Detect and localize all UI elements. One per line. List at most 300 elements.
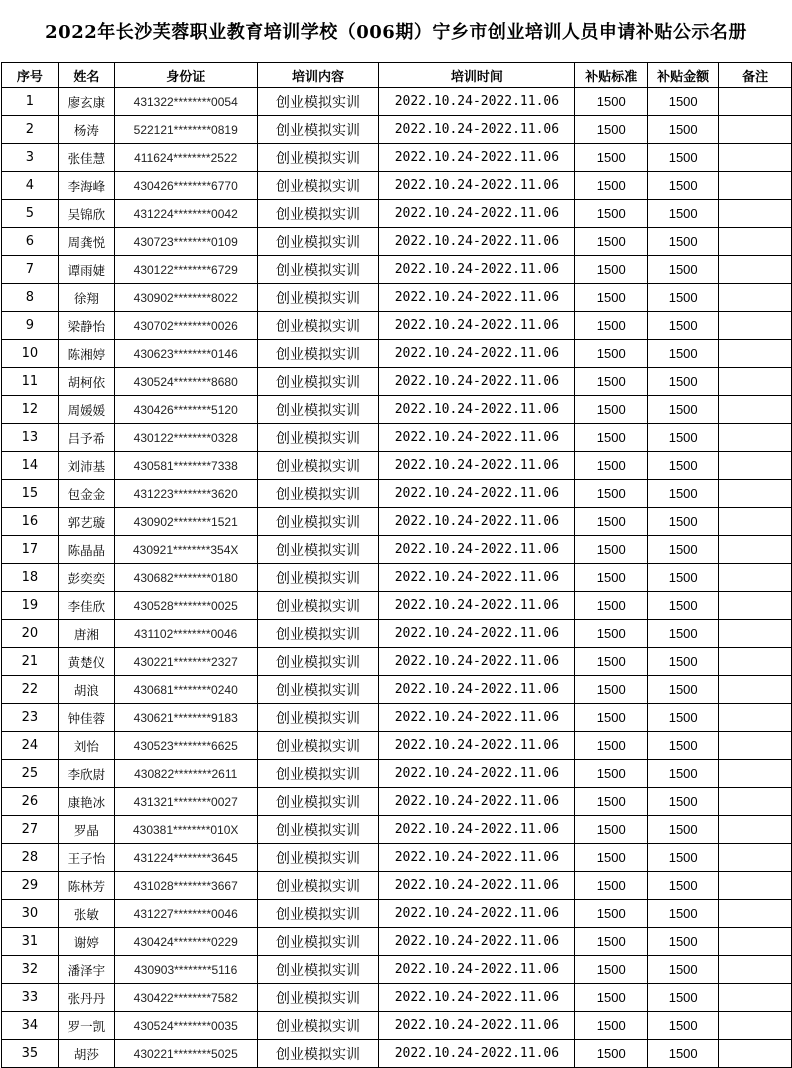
cell-subsidy-standard: 1500: [575, 536, 648, 564]
cell-subsidy-standard: 1500: [575, 956, 648, 984]
cell-subsidy-amount: 1500: [648, 648, 719, 676]
cell-name: 王子怡: [58, 844, 114, 872]
table-row: [2, 788, 792, 816]
cell-training-time: 2022.10.24-2022.11.06: [379, 844, 575, 872]
cell-note: [719, 900, 792, 928]
cell-id-number: 430221********2327: [114, 648, 257, 676]
cell-subsidy-amount: 1500: [648, 676, 719, 704]
cell-training-time: 2022.10.24-2022.11.06: [379, 340, 575, 368]
cell-subsidy-standard: 1500: [575, 88, 648, 116]
cell-name: 胡浪: [58, 676, 114, 704]
cell-training-time: 2022.10.24-2022.11.06: [379, 620, 575, 648]
table-row: [2, 424, 792, 452]
cell-name: 李海峰: [58, 172, 114, 200]
cell-name: 刘怡: [58, 732, 114, 760]
cell-id-number: 430524********8680: [114, 368, 257, 396]
cell-training-time: 2022.10.24-2022.11.06: [379, 508, 575, 536]
cell-course: 创业模拟实训: [257, 452, 379, 480]
header-cell-time: 培训时间: [379, 63, 575, 88]
cell-name: 彭奕奕: [58, 564, 114, 592]
cell-name: 胡柯依: [58, 368, 114, 396]
cell-no: 32: [2, 956, 59, 984]
cell-subsidy-amount: 1500: [648, 424, 719, 452]
cell-note: [719, 956, 792, 984]
cell-course: 创业模拟实训: [257, 228, 379, 256]
cell-name: 吴锦欣: [58, 200, 114, 228]
cell-id-number: 430902********1521: [114, 508, 257, 536]
cell-name: 谢婷: [58, 928, 114, 956]
cell-id-number: 430422********7582: [114, 984, 257, 1012]
cell-id-number: 431102********0046: [114, 620, 257, 648]
cell-name: 潘泽宇: [58, 956, 114, 984]
cell-name: 包金金: [58, 480, 114, 508]
cell-subsidy-standard: 1500: [575, 172, 648, 200]
cell-note: [719, 704, 792, 732]
cell-id-number: 411624********2522: [114, 144, 257, 172]
cell-subsidy-amount: 1500: [648, 732, 719, 760]
cell-training-time: 2022.10.24-2022.11.06: [379, 1040, 575, 1068]
cell-subsidy-standard: 1500: [575, 228, 648, 256]
cell-note: [719, 1040, 792, 1068]
cell-training-time: 2022.10.24-2022.11.06: [379, 144, 575, 172]
cell-course: 创业模拟实训: [257, 480, 379, 508]
table-row: [2, 928, 792, 956]
cell-no: 25: [2, 760, 59, 788]
cell-id-number: 430581********7338: [114, 452, 257, 480]
cell-subsidy-amount: 1500: [648, 200, 719, 228]
cell-subsidy-amount: 1500: [648, 368, 719, 396]
cell-no: 20: [2, 620, 59, 648]
cell-no: 8: [2, 284, 59, 312]
cell-name: 李佳欣: [58, 592, 114, 620]
cell-note: [719, 760, 792, 788]
cell-subsidy-standard: 1500: [575, 788, 648, 816]
cell-subsidy-standard: 1500: [575, 620, 648, 648]
table-row: [2, 228, 792, 256]
table-row: [2, 312, 792, 340]
cell-course: 创业模拟实训: [257, 676, 379, 704]
cell-name: 唐湘: [58, 620, 114, 648]
cell-id-number: 430903********5116: [114, 956, 257, 984]
cell-subsidy-amount: 1500: [648, 116, 719, 144]
cell-no: 31: [2, 928, 59, 956]
cell-id-number: 430822********2611: [114, 760, 257, 788]
cell-course: 创业模拟实训: [257, 256, 379, 284]
cell-note: [719, 172, 792, 200]
cell-no: 28: [2, 844, 59, 872]
cell-note: [719, 984, 792, 1012]
subsidy-table: [1, 62, 792, 1068]
table-row: [2, 592, 792, 620]
cell-id-number: 430424********0229: [114, 928, 257, 956]
cell-id-number: 430623********0146: [114, 340, 257, 368]
table-body: [2, 88, 792, 1068]
cell-subsidy-amount: 1500: [648, 1012, 719, 1040]
cell-no: 21: [2, 648, 59, 676]
cell-subsidy-standard: 1500: [575, 844, 648, 872]
cell-no: 34: [2, 1012, 59, 1040]
cell-training-time: 2022.10.24-2022.11.06: [379, 928, 575, 956]
cell-subsidy-standard: 1500: [575, 704, 648, 732]
cell-note: [719, 620, 792, 648]
cell-subsidy-amount: 1500: [648, 956, 719, 984]
cell-no: 30: [2, 900, 59, 928]
table-row: [2, 144, 792, 172]
table-row: [2, 732, 792, 760]
cell-subsidy-amount: 1500: [648, 452, 719, 480]
cell-subsidy-standard: 1500: [575, 732, 648, 760]
cell-course: 创业模拟实训: [257, 872, 379, 900]
cell-id-number: 430221********5025: [114, 1040, 257, 1068]
cell-name: 罗一凯: [58, 1012, 114, 1040]
cell-course: 创业模拟实训: [257, 760, 379, 788]
cell-name: 周媛媛: [58, 396, 114, 424]
cell-id-number: 431227********0046: [114, 900, 257, 928]
cell-note: [719, 480, 792, 508]
cell-subsidy-standard: 1500: [575, 116, 648, 144]
cell-training-time: 2022.10.24-2022.11.06: [379, 200, 575, 228]
cell-subsidy-standard: 1500: [575, 284, 648, 312]
cell-subsidy-amount: 1500: [648, 536, 719, 564]
table-row: [2, 200, 792, 228]
header-cell-amount: 补贴金额: [648, 63, 719, 88]
cell-subsidy-standard: 1500: [575, 424, 648, 452]
cell-no: 33: [2, 984, 59, 1012]
table-row: [2, 816, 792, 844]
cell-course: 创业模拟实训: [257, 592, 379, 620]
cell-no: 22: [2, 676, 59, 704]
cell-id-number: 431223********3620: [114, 480, 257, 508]
cell-note: [719, 116, 792, 144]
cell-name: 吕予希: [58, 424, 114, 452]
cell-course: 创业模拟实训: [257, 900, 379, 928]
cell-note: [719, 928, 792, 956]
cell-note: [719, 368, 792, 396]
cell-subsidy-amount: 1500: [648, 172, 719, 200]
cell-note: [719, 844, 792, 872]
cell-name: 张丹丹: [58, 984, 114, 1012]
cell-no: 14: [2, 452, 59, 480]
cell-id-number: 430902********8022: [114, 284, 257, 312]
cell-training-time: 2022.10.24-2022.11.06: [379, 788, 575, 816]
cell-note: [719, 144, 792, 172]
cell-training-time: 2022.10.24-2022.11.06: [379, 172, 575, 200]
cell-note: [719, 340, 792, 368]
cell-course: 创业模拟实训: [257, 984, 379, 1012]
cell-id-number: 430921********354X: [114, 536, 257, 564]
cell-note: [719, 508, 792, 536]
table-row: [2, 956, 792, 984]
cell-subsidy-amount: 1500: [648, 564, 719, 592]
cell-no: 11: [2, 368, 59, 396]
table-row: [2, 704, 792, 732]
header-cell-id: 身份证: [114, 63, 257, 88]
cell-subsidy-standard: 1500: [575, 1012, 648, 1040]
header-cell-standard: 补贴标准: [575, 63, 648, 88]
cell-subsidy-amount: 1500: [648, 1040, 719, 1068]
table-row: [2, 480, 792, 508]
cell-course: 创业模拟实训: [257, 732, 379, 760]
cell-name: 陈湘婷: [58, 340, 114, 368]
cell-training-time: 2022.10.24-2022.11.06: [379, 396, 575, 424]
cell-no: 23: [2, 704, 59, 732]
cell-id-number: 431028********3667: [114, 872, 257, 900]
cell-name: 罗晶: [58, 816, 114, 844]
cell-name: 陈晶晶: [58, 536, 114, 564]
cell-subsidy-standard: 1500: [575, 508, 648, 536]
cell-subsidy-amount: 1500: [648, 284, 719, 312]
cell-id-number: 430723********0109: [114, 228, 257, 256]
cell-note: [719, 256, 792, 284]
cell-course: 创业模拟实训: [257, 648, 379, 676]
cell-note: [719, 536, 792, 564]
cell-id-number: 430682********0180: [114, 564, 257, 592]
cell-id-number: 431224********0042: [114, 200, 257, 228]
cell-name: 徐翔: [58, 284, 114, 312]
cell-course: 创业模拟实训: [257, 704, 379, 732]
cell-subsidy-standard: 1500: [575, 340, 648, 368]
cell-subsidy-amount: 1500: [648, 508, 719, 536]
cell-id-number: 431321********0027: [114, 788, 257, 816]
cell-no: 7: [2, 256, 59, 284]
cell-subsidy-amount: 1500: [648, 620, 719, 648]
cell-training-time: 2022.10.24-2022.11.06: [379, 592, 575, 620]
header-row: [2, 63, 792, 88]
cell-name: 郭艺璇: [58, 508, 114, 536]
cell-no: 2: [2, 116, 59, 144]
cell-training-time: 2022.10.24-2022.11.06: [379, 760, 575, 788]
table-row: [2, 676, 792, 704]
cell-course: 创业模拟实训: [257, 200, 379, 228]
cell-no: 19: [2, 592, 59, 620]
cell-no: 29: [2, 872, 59, 900]
cell-training-time: 2022.10.24-2022.11.06: [379, 284, 575, 312]
cell-training-time: 2022.10.24-2022.11.06: [379, 872, 575, 900]
cell-id-number: 431224********3645: [114, 844, 257, 872]
cell-id-number: 430426********6770: [114, 172, 257, 200]
cell-subsidy-standard: 1500: [575, 256, 648, 284]
cell-subsidy-standard: 1500: [575, 480, 648, 508]
cell-subsidy-amount: 1500: [648, 788, 719, 816]
cell-training-time: 2022.10.24-2022.11.06: [379, 816, 575, 844]
cell-subsidy-standard: 1500: [575, 900, 648, 928]
cell-subsidy-standard: 1500: [575, 984, 648, 1012]
cell-subsidy-standard: 1500: [575, 452, 648, 480]
cell-training-time: 2022.10.24-2022.11.06: [379, 704, 575, 732]
cell-no: 26: [2, 788, 59, 816]
cell-course: 创业模拟实训: [257, 312, 379, 340]
cell-note: [719, 732, 792, 760]
cell-name: 廖玄康: [58, 88, 114, 116]
header-cell-course: 培训内容: [257, 63, 379, 88]
cell-subsidy-standard: 1500: [575, 648, 648, 676]
cell-training-time: 2022.10.24-2022.11.06: [379, 984, 575, 1012]
cell-name: 梁静怡: [58, 312, 114, 340]
cell-subsidy-standard: 1500: [575, 760, 648, 788]
cell-subsidy-amount: 1500: [648, 844, 719, 872]
cell-id-number: 430122********6729: [114, 256, 257, 284]
table-row: [2, 620, 792, 648]
cell-no: 13: [2, 424, 59, 452]
cell-subsidy-standard: 1500: [575, 872, 648, 900]
cell-note: [719, 1012, 792, 1040]
cell-name: 刘沛基: [58, 452, 114, 480]
cell-id-number: 522121********0819: [114, 116, 257, 144]
cell-subsidy-amount: 1500: [648, 480, 719, 508]
cell-training-time: 2022.10.24-2022.11.06: [379, 256, 575, 284]
cell-name: 康艳冰: [58, 788, 114, 816]
table-row: [2, 900, 792, 928]
table-row: [2, 452, 792, 480]
cell-note: [719, 200, 792, 228]
cell-no: 6: [2, 228, 59, 256]
cell-no: 15: [2, 480, 59, 508]
cell-subsidy-standard: 1500: [575, 676, 648, 704]
cell-subsidy-amount: 1500: [648, 984, 719, 1012]
cell-training-time: 2022.10.24-2022.11.06: [379, 228, 575, 256]
cell-subsidy-amount: 1500: [648, 592, 719, 620]
table-row: [2, 284, 792, 312]
cell-course: 创业模拟实训: [257, 956, 379, 984]
cell-name: 胡莎: [58, 1040, 114, 1068]
cell-no: 24: [2, 732, 59, 760]
header-cell-note: 备注: [719, 63, 792, 88]
header-cell-name: 姓名: [58, 63, 114, 88]
cell-subsidy-amount: 1500: [648, 396, 719, 424]
cell-course: 创业模拟实训: [257, 396, 379, 424]
cell-note: [719, 592, 792, 620]
cell-id-number: 430381********010X: [114, 816, 257, 844]
table-row: [2, 564, 792, 592]
cell-subsidy-standard: 1500: [575, 368, 648, 396]
table-row: [2, 396, 792, 424]
cell-training-time: 2022.10.24-2022.11.06: [379, 676, 575, 704]
cell-course: 创业模拟实训: [257, 788, 379, 816]
table-row: [2, 368, 792, 396]
cell-id-number: 430702********0026: [114, 312, 257, 340]
table-row: [2, 508, 792, 536]
cell-name: 钟佳蓉: [58, 704, 114, 732]
cell-course: 创业模拟实训: [257, 368, 379, 396]
cell-course: 创业模拟实训: [257, 1012, 379, 1040]
cell-course: 创业模拟实训: [257, 284, 379, 312]
cell-name: 张敏: [58, 900, 114, 928]
table-row: [2, 648, 792, 676]
cell-training-time: 2022.10.24-2022.11.06: [379, 900, 575, 928]
cell-course: 创业模拟实训: [257, 844, 379, 872]
cell-no: 16: [2, 508, 59, 536]
cell-no: 10: [2, 340, 59, 368]
cell-note: [719, 788, 792, 816]
cell-subsidy-amount: 1500: [648, 704, 719, 732]
cell-course: 创业模拟实训: [257, 144, 379, 172]
cell-subsidy-amount: 1500: [648, 900, 719, 928]
cell-id-number: 430621********9183: [114, 704, 257, 732]
cell-note: [719, 284, 792, 312]
cell-course: 创业模拟实训: [257, 340, 379, 368]
cell-note: [719, 312, 792, 340]
cell-name: 谭雨婕: [58, 256, 114, 284]
cell-subsidy-amount: 1500: [648, 144, 719, 172]
table-row: [2, 340, 792, 368]
table-row: [2, 88, 792, 116]
document-title: 2022年长沙芙蓉职业教育培训学校（006期）宁乡市创业培训人员申请补贴公示名册: [45, 22, 747, 43]
cell-no: 1: [2, 88, 59, 116]
cell-training-time: 2022.10.24-2022.11.06: [379, 564, 575, 592]
cell-subsidy-amount: 1500: [648, 340, 719, 368]
cell-training-time: 2022.10.24-2022.11.06: [379, 480, 575, 508]
cell-note: [719, 676, 792, 704]
cell-training-time: 2022.10.24-2022.11.06: [379, 116, 575, 144]
cell-course: 创业模拟实训: [257, 116, 379, 144]
cell-subsidy-standard: 1500: [575, 312, 648, 340]
cell-subsidy-standard: 1500: [575, 592, 648, 620]
header-cell-no: 序号: [2, 63, 59, 88]
cell-subsidy-amount: 1500: [648, 88, 719, 116]
cell-course: 创业模拟实训: [257, 88, 379, 116]
cell-name: 周龚悦: [58, 228, 114, 256]
cell-course: 创业模拟实训: [257, 816, 379, 844]
table-row: [2, 872, 792, 900]
cell-no: 5: [2, 200, 59, 228]
cell-training-time: 2022.10.24-2022.11.06: [379, 956, 575, 984]
cell-course: 创业模拟实训: [257, 424, 379, 452]
cell-no: 12: [2, 396, 59, 424]
table-row: [2, 1040, 792, 1068]
cell-course: 创业模拟实训: [257, 536, 379, 564]
table-row: [2, 984, 792, 1012]
cell-no: 17: [2, 536, 59, 564]
cell-id-number: 430122********0328: [114, 424, 257, 452]
cell-note: [719, 452, 792, 480]
cell-subsidy-amount: 1500: [648, 760, 719, 788]
cell-training-time: 2022.10.24-2022.11.06: [379, 732, 575, 760]
cell-training-time: 2022.10.24-2022.11.06: [379, 368, 575, 396]
cell-subsidy-amount: 1500: [648, 816, 719, 844]
cell-id-number: 430426********5120: [114, 396, 257, 424]
table-row: [2, 536, 792, 564]
cell-no: 9: [2, 312, 59, 340]
cell-subsidy-standard: 1500: [575, 928, 648, 956]
cell-id-number: 430523********6625: [114, 732, 257, 760]
cell-subsidy-amount: 1500: [648, 228, 719, 256]
table-row: [2, 760, 792, 788]
cell-subsidy-standard: 1500: [575, 816, 648, 844]
table-row: [2, 172, 792, 200]
cell-note: [719, 872, 792, 900]
cell-no: 35: [2, 1040, 59, 1068]
cell-subsidy-standard: 1500: [575, 396, 648, 424]
cell-subsidy-amount: 1500: [648, 928, 719, 956]
cell-name: 陈林芳: [58, 872, 114, 900]
cell-note: [719, 88, 792, 116]
table-row: [2, 256, 792, 284]
cell-subsidy-amount: 1500: [648, 256, 719, 284]
cell-subsidy-standard: 1500: [575, 564, 648, 592]
cell-training-time: 2022.10.24-2022.11.06: [379, 648, 575, 676]
cell-name: 黄楚仪: [58, 648, 114, 676]
cell-training-time: 2022.10.24-2022.11.06: [379, 424, 575, 452]
cell-name: 张佳慧: [58, 144, 114, 172]
cell-subsidy-standard: 1500: [575, 200, 648, 228]
table-row: [2, 1012, 792, 1040]
cell-name: 李欣尉: [58, 760, 114, 788]
cell-course: 创业模拟实训: [257, 172, 379, 200]
cell-note: [719, 424, 792, 452]
cell-course: 创业模拟实训: [257, 620, 379, 648]
cell-subsidy-amount: 1500: [648, 312, 719, 340]
cell-course: 创业模拟实训: [257, 928, 379, 956]
